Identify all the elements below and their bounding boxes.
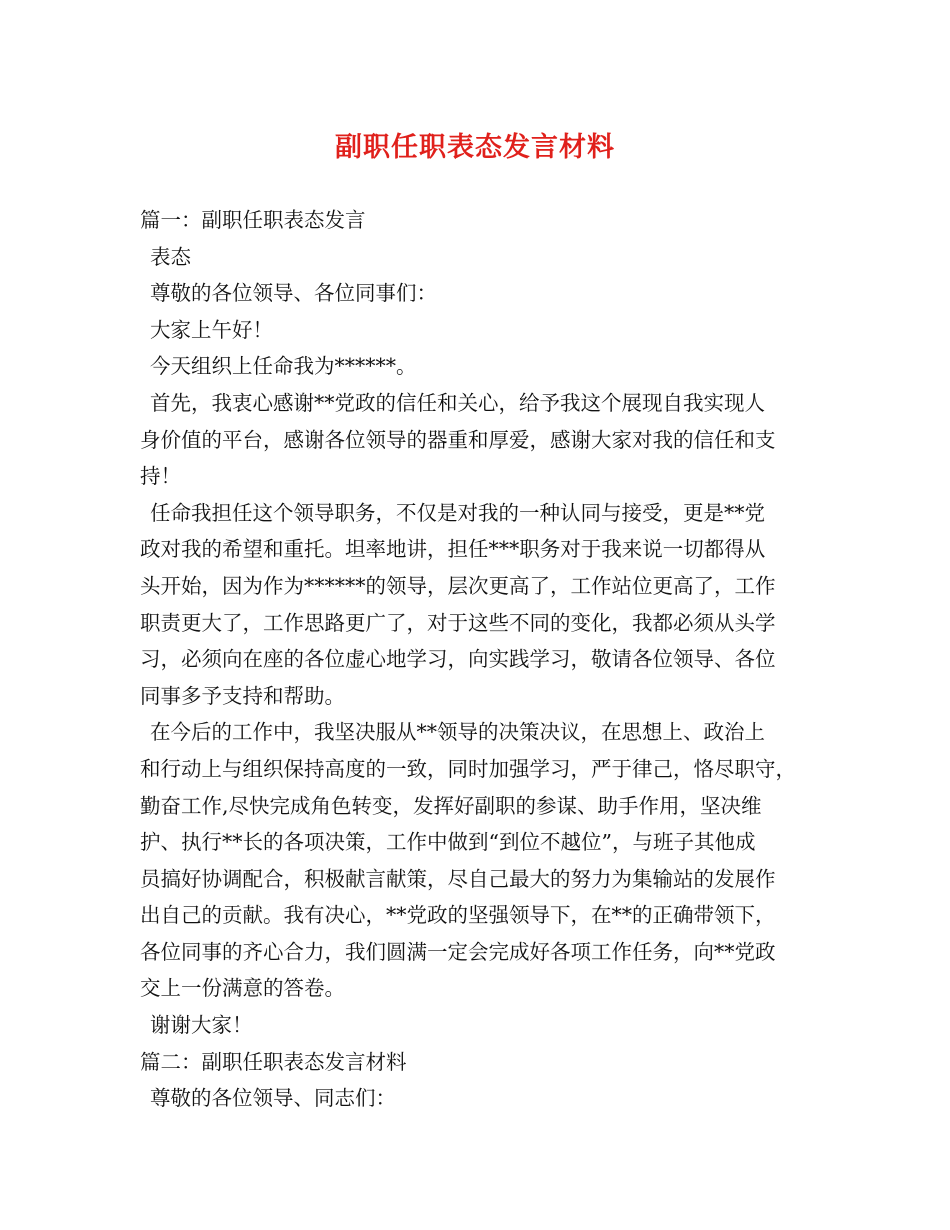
text-line: 头开始，因为作为******的领导，层次更高了，工作站位更高了，工作 — [140, 573, 776, 598]
text-line: 员搞好协调配合，积极献言献策，尽自己最大的努力为集输站的发展作 — [140, 866, 776, 891]
document-title: 副职任职表态发言材料 — [335, 132, 615, 163]
text-line: 大家上午好！ — [150, 317, 273, 342]
text-line: 在今后的工作中，我坚决服从**领导的决策决议，在思想上、政治上 — [150, 720, 765, 745]
text-line: 交上一份满意的答卷。 — [140, 976, 345, 1001]
text-line: 职责更大了，工作思路更广了，对于这些不同的变化，我都必须从头学 — [140, 610, 776, 635]
text-line: 同事多予支持和帮助。 — [140, 683, 345, 708]
document-body — [140, 202, 820, 1117]
text-line: 篇二：副职任职表态发言材料 — [140, 1049, 407, 1074]
text-line: 今天组织上任命我为******。 — [150, 354, 417, 379]
text-line: 习，必须向在座的各位虚心地学习，向实践学习，敬请各位领导、各位 — [140, 647, 776, 672]
text-line: 持！ — [140, 464, 181, 489]
text-line: 各位同事的齐心合力，我们圆满一定会完成好各项工作任务，向**党政 — [140, 939, 776, 964]
text-line: 任命我担任这个领导职务，不仅是对我的一种认同与接受，更是**党 — [150, 500, 765, 525]
text-line: 身价值的平台，感谢各位领导的器重和厚爱，感谢大家对我的信任和支 — [140, 427, 776, 452]
text-line: 政对我的希望和重托。坦率地讲，担任***职务对于我来说一切都得从 — [140, 537, 766, 562]
text-line: 谢谢大家！ — [150, 1013, 253, 1038]
text-line: 篇一：副职任职表态发言 — [140, 208, 366, 232]
text-line: 尊敬的各位领导、各位同事们： — [150, 281, 437, 306]
text-line: 尊敬的各位领导、同志们： — [150, 1086, 396, 1111]
text-line: 和行动上与组织保持高度的一致，同时加强学习，严于律己，恪尽职守， — [140, 756, 796, 781]
text-line: 表态 — [150, 244, 191, 269]
text-line: 出自己的贡献。我有决心，**党政的坚强领导下，在**的正确带领下， — [140, 903, 776, 928]
text-line: 勤奋工作,尽快完成角色转变，发挥好副职的参谋、助手作用，坚决维 — [140, 793, 762, 818]
text-line: 护、执行**长的各项决策，工作中做到“到位不越位”，与班子其他成 — [140, 830, 756, 855]
text-line: 首先，我衷心感谢**党政的信任和关心，给予我这个展现自我实现人 — [150, 390, 765, 415]
